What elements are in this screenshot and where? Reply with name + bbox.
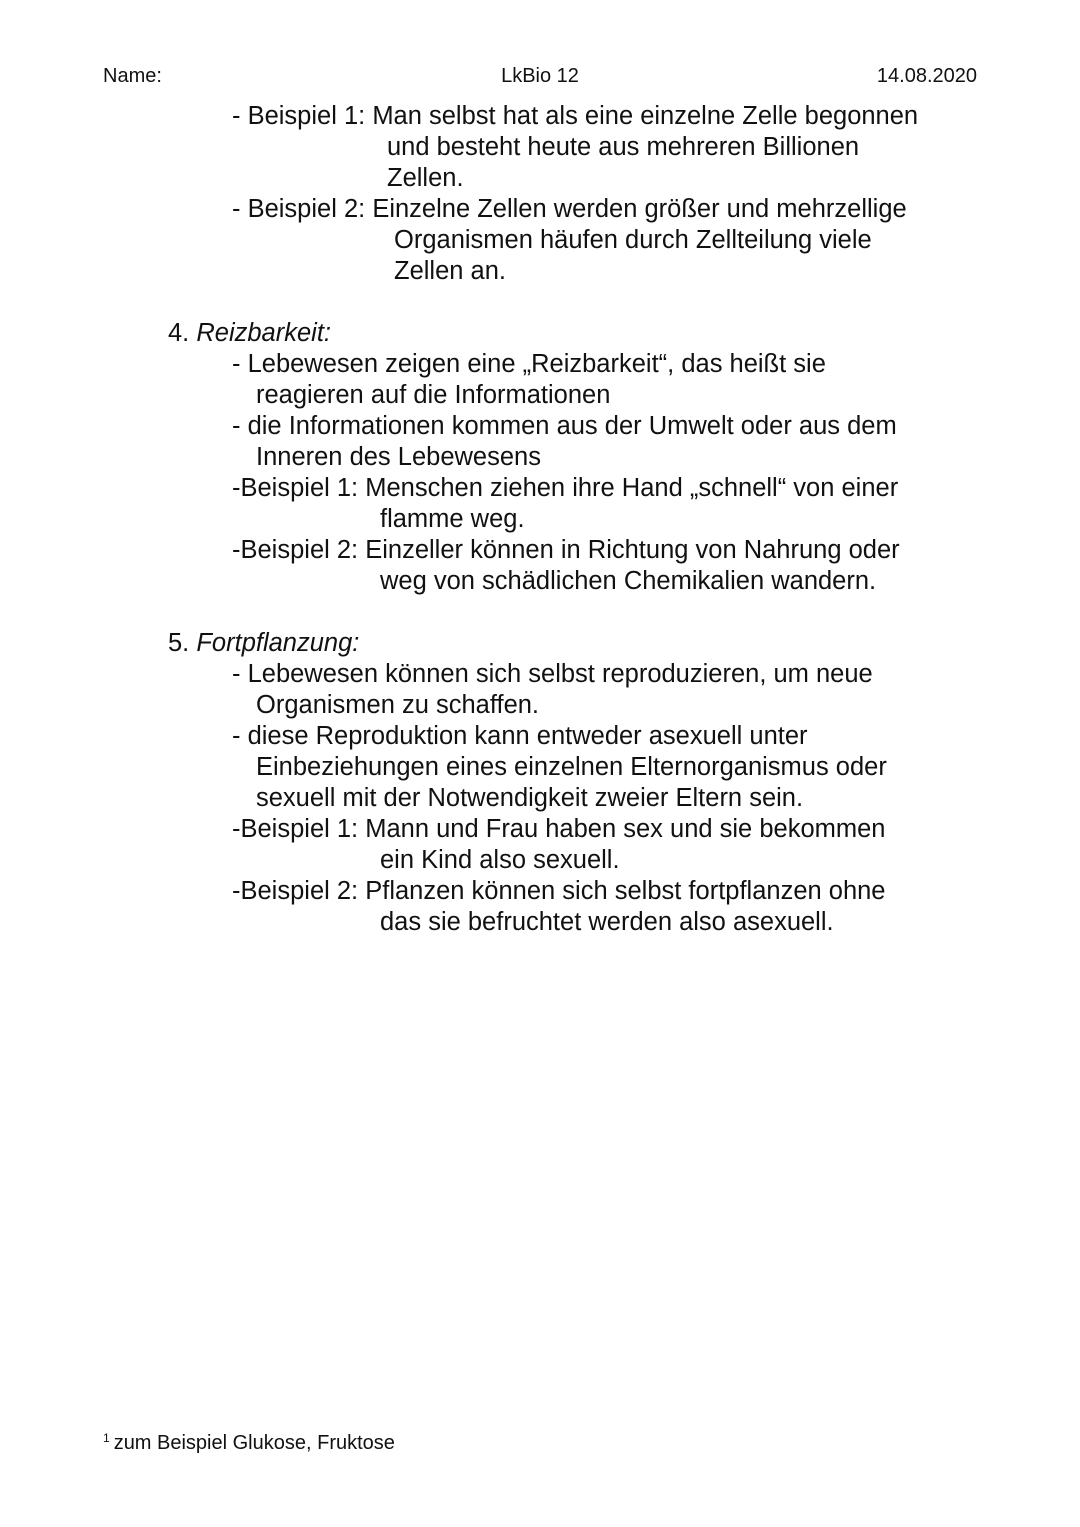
example-label: -Beispiel 1: bbox=[232, 474, 366, 502]
section-title: Reizbarkeit: bbox=[196, 319, 331, 347]
example-text: Organismen häufen durch Zellteilung viele bbox=[394, 226, 872, 254]
bullet-text: Inneren des Lebewesens bbox=[256, 443, 541, 471]
intro-example-1 bbox=[0, 101, 1080, 132]
bullet-text: - diese Reproduktion kann entweder asexuell unter bbox=[232, 722, 808, 750]
example-text: ein Kind also sexuell. bbox=[380, 846, 620, 874]
section-5-heading bbox=[0, 628, 1080, 659]
bullet-text: - Lebewesen können sich selbst reproduzieren, um neue bbox=[232, 660, 873, 688]
footnote bbox=[103, 1426, 395, 1455]
header-date: 14.08.2020 bbox=[876, 65, 977, 87]
section-number: 5. bbox=[168, 629, 197, 657]
example-text: Einzelne Zellen werden größer und mehrzellige bbox=[372, 195, 907, 223]
example-label: - Beispiel 2: bbox=[232, 195, 373, 223]
example-text: Zellen. bbox=[387, 164, 464, 192]
example-text: Mann und Frau haben sex und sie bekommen bbox=[365, 815, 886, 843]
example-text: das sie befruchtet werden also asexuell. bbox=[380, 908, 834, 936]
section-4-example-1 bbox=[0, 473, 1080, 504]
intro-example-2 bbox=[0, 194, 1080, 225]
bullet-text: - Lebewesen zeigen eine „Reizbarkeit“, das heißt sie bbox=[232, 350, 826, 378]
example-text: flamme weg. bbox=[380, 505, 525, 533]
bullet-text: - die Informationen kommen aus der Umwelt oder aus dem bbox=[232, 412, 897, 440]
footnote-marker: 1 bbox=[103, 1431, 110, 1445]
header-name-label: Name: bbox=[103, 65, 162, 87]
example-label: -Beispiel 1: bbox=[232, 815, 366, 843]
example-text: und besteht heute aus mehreren Billionen bbox=[387, 133, 860, 161]
example-text: Pflanzen können sich selbst fortpflanzen ohne bbox=[365, 877, 886, 905]
example-label: - Beispiel 1: bbox=[232, 102, 373, 130]
section-4-example-2 bbox=[0, 535, 1080, 566]
bullet-text: Einbeziehungen eines einzelnen Elternorganismus oder bbox=[256, 753, 887, 781]
bullet-text: sexuell mit der Notwendigkeit zweier Eltern sein. bbox=[256, 784, 804, 812]
section-4-heading bbox=[0, 318, 1080, 349]
section-title: Fortpflanzung: bbox=[196, 629, 360, 657]
section-5-example-1 bbox=[0, 814, 1080, 845]
example-label: -Beispiel 2: bbox=[232, 877, 366, 905]
document-body bbox=[0, 101, 1080, 938]
footnote-text: zum Beispiel Glukose, Fruktose bbox=[113, 1432, 395, 1454]
bullet-text: reagieren auf die Informationen bbox=[256, 381, 611, 409]
header-course: LkBio 12 bbox=[501, 65, 579, 87]
bullet-text: Organismen zu schaffen. bbox=[256, 691, 540, 719]
example-text: weg von schädlichen Chemikalien wandern. bbox=[380, 567, 877, 595]
example-text: Man selbst hat als eine einzelne Zelle begonnen bbox=[372, 102, 919, 130]
example-text: Zellen an. bbox=[394, 257, 506, 285]
section-number: 4. bbox=[168, 319, 197, 347]
example-label: -Beispiel 2: bbox=[232, 536, 366, 564]
example-text: Menschen ziehen ihre Hand „schnell“ von einer bbox=[365, 474, 899, 502]
section-5-example-2 bbox=[0, 876, 1080, 907]
example-text: Einzeller können in Richtung von Nahrung oder bbox=[365, 536, 900, 564]
